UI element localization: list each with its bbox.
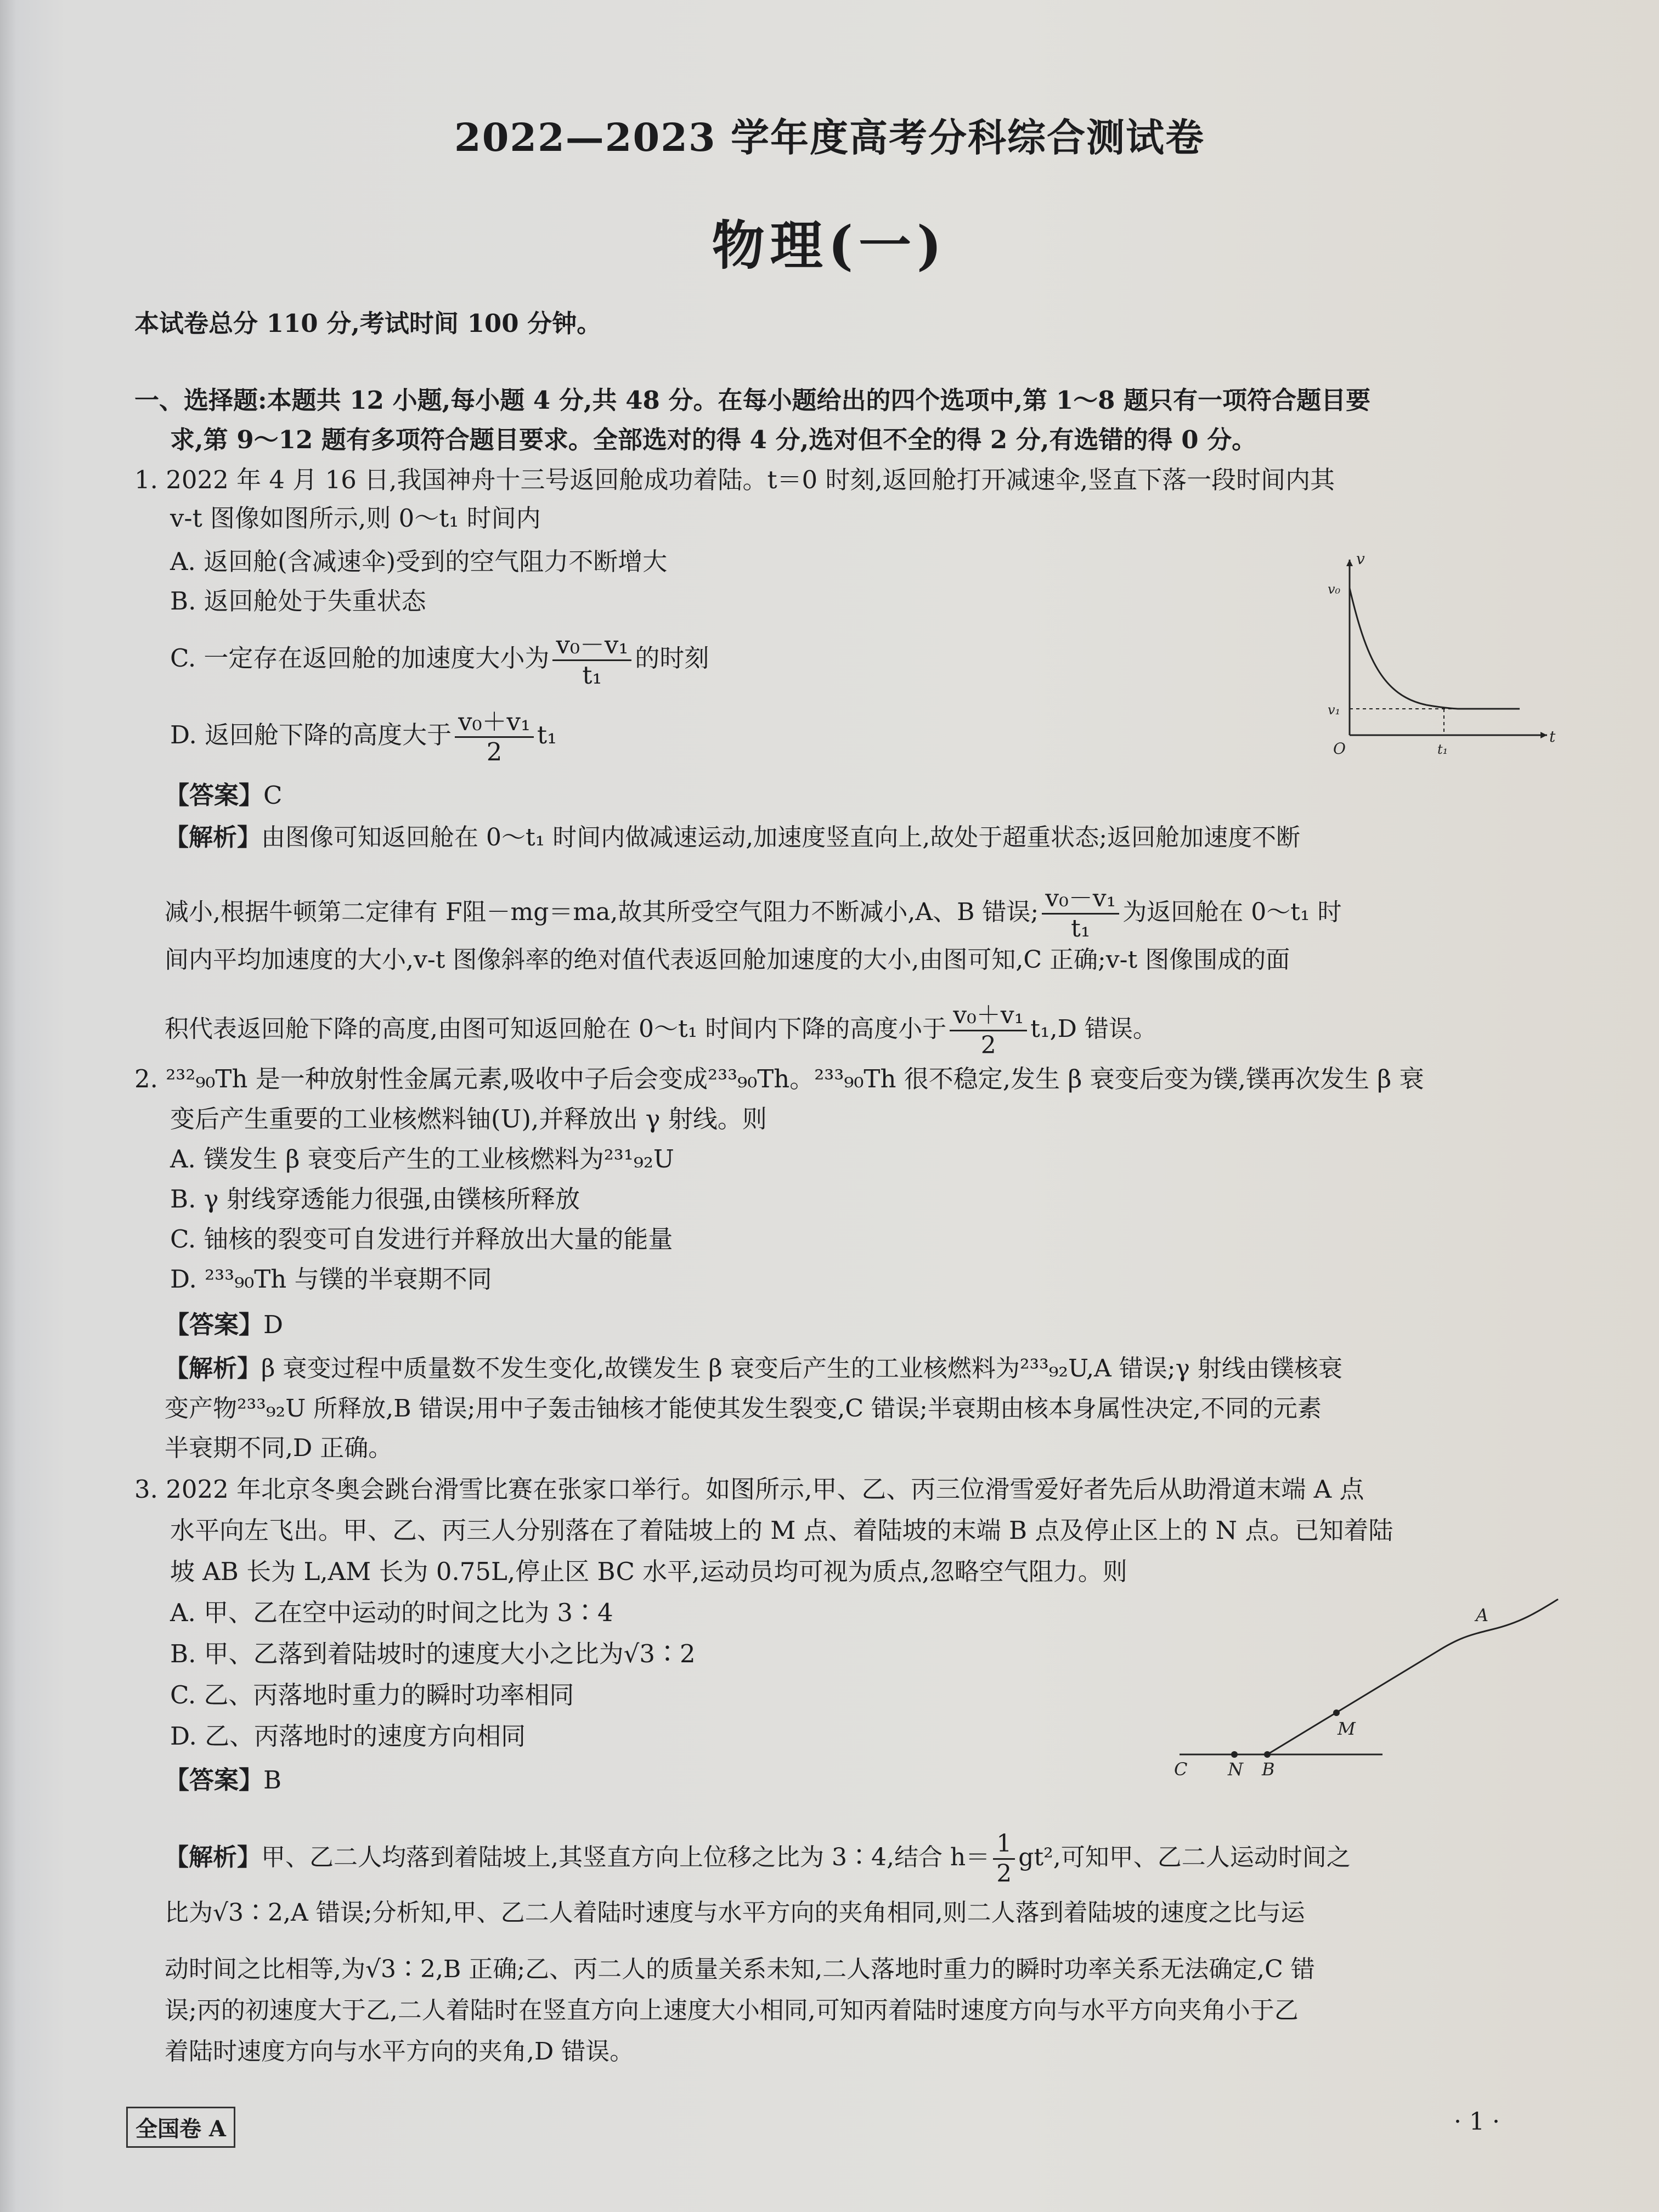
landing-slope-line bbox=[1267, 1599, 1558, 1754]
v-axis-arrow bbox=[1346, 560, 1353, 566]
q3-ski-slope-figure bbox=[1163, 1591, 1569, 1788]
q3-solution-line5: 着陆时速度方向与水平方向的夹角,D 错误。 bbox=[165, 2038, 634, 2066]
vt-curve bbox=[1350, 588, 1520, 709]
exam-intro: 本试卷总分 110 分,考试时间 100 分钟。 bbox=[134, 309, 602, 338]
label-b: B bbox=[1262, 1759, 1275, 1780]
v1-label: v₁ bbox=[1328, 702, 1341, 718]
edition-badge: 全国卷 A bbox=[126, 2107, 235, 2148]
q3-stem-line1: 3. 2022 年北京冬奥会跳台滑雪比赛在张家口举行。如图所示,甲、乙、丙三位滑雪爱好者先后从助滑道末端 A 点 bbox=[134, 1475, 1364, 1504]
q3-option-b: B. 甲、乙落到着陆坡时的速度大小之比为√3∶2 bbox=[170, 1639, 696, 1668]
q2-answer: 【答案】D bbox=[165, 1310, 284, 1339]
point-b bbox=[1264, 1751, 1271, 1758]
label-a: A bbox=[1476, 1605, 1489, 1626]
label-m: M bbox=[1338, 1718, 1356, 1739]
q3-solution-line3: 动时间之比相等,为√3∶2,B 正确;乙、丙二人的质量关系未知,二人落地时重力的瞬时功率关系无法确定,C 错 bbox=[165, 1955, 1315, 1983]
q1-solution-line2: 减小,根据牛顿第二定律有 F阻－mg＝ma,故其所受空气阻力不断减小,A、B 错误; $\frac{\text{v₀－v₁}}{\text{t₁}}$ 为返回舱在 0～t₁ 时 bbox=[165, 884, 1342, 943]
q1-option-d: D. 返回舱下降的高度大于 $\frac{\text{v₀＋v₁}}{2}$ t₁ bbox=[170, 707, 557, 766]
q1-stem-line2: v-t 图像如图所示,则 0～t₁ 时间内 bbox=[170, 504, 541, 533]
q1-option-c-fraction: $\frac{\text{v₀－v₁}}{\text{t₁}}$ bbox=[552, 631, 631, 690]
t1-label: t₁ bbox=[1437, 742, 1448, 757]
label-n: N bbox=[1228, 1759, 1243, 1780]
point-m bbox=[1333, 1709, 1340, 1716]
q3-solution-line2: 比为√3∶2,A 错误;分析知,甲、乙二人着陆时速度与水平方向的夹角相同,则二人落到着陆坡的速度之比与运 bbox=[165, 1899, 1305, 1927]
q3-stem-line3: 坡 AB 长为 L,AM 长为 0.75L,停止区 BC 水平,运动员均可视为质点,忽略空气阻力。则 bbox=[170, 1557, 1127, 1586]
q1-vt-graph bbox=[1328, 549, 1558, 757]
q2-solution-line2: 变产物²³³₉₂U 所释放,B 错误;用中子轰击铀核才能使其发生裂变,C 错误;半衰期由核本身属性决定,不同的元素 bbox=[165, 1395, 1322, 1423]
q1-solution-fraction-2: $\frac{\text{v₀＋v₁}}{2}$ bbox=[950, 1001, 1027, 1060]
q3-stem-line2: 水平向左飞出。甲、乙、丙三人分别落在了着陆坡上的 M 点、着陆坡的末端 B 点及停止区上的 N 点。已知着陆 bbox=[170, 1516, 1393, 1545]
q2-option-b: B. γ 射线穿透能力很强,由镤核所释放 bbox=[170, 1184, 580, 1214]
q1-solution-line4: 积代表返回舱下降的高度,由图可知返回舱在 0～t₁ 时间内下降的高度小于 $\frac{\text{v₀＋v₁}}{2}$ t₁,D 错误。 bbox=[165, 1001, 1157, 1059]
v-axis-label: v bbox=[1356, 550, 1365, 568]
q2-solution-line1: 【解析】β 衰变过程中质量数不发生变化,故镤发生 β 衰变后产生的工业核燃料为²³³₉₂U,A 错误;γ 射线由镤核衰 bbox=[165, 1355, 1342, 1383]
t-axis-arrow bbox=[1541, 732, 1547, 738]
q2-stem-line2: 变后产生重要的工业核燃料铀(U),并释放出 γ 射线。则 bbox=[170, 1104, 767, 1133]
point-n bbox=[1231, 1751, 1238, 1758]
q3-option-c: C. 乙、丙落地时重力的瞬时功率相同 bbox=[170, 1680, 574, 1709]
q3-option-d: D. 乙、丙落地时的速度方向相同 bbox=[170, 1722, 526, 1751]
q1-option-c: C. 一定存在返回舱的加速度大小为 $\frac{\text{v₀－v₁}}{\text{t₁}}$ 的时刻 bbox=[170, 630, 709, 690]
section-instruction-line1: 一、选择题:本题共 12 小题,每小题 4 分,共 48 分。在每小题给出的四个选项中,第 1～8 题只有一项符合题目要 bbox=[134, 386, 1371, 415]
q2-option-c: C. 铀核的裂变可自发进行并释放出大量的能量 bbox=[170, 1224, 673, 1254]
q1-solution-fraction-1: $\frac{\text{v₀－v₁}}{\text{t₁}}$ bbox=[1042, 884, 1119, 943]
q3-solution-line1: 【解析】甲、乙二人均落到着陆坡上,其竖直方向上位移之比为 3∶4,结合 h＝ $\frac{1}{2}$ gt²,可知甲、乙二人运动时间之 bbox=[165, 1830, 1351, 1888]
q1-stem-line1: 1. 2022 年 4 月 16 日,我国神舟十三号返回舱成功着陆。t＝0 时刻,返回舱打开减速伞,竖直下落一段时间内其 bbox=[134, 465, 1335, 494]
page-number: · 1 · bbox=[1454, 2108, 1500, 2136]
t-axis-label: t bbox=[1549, 727, 1556, 746]
v0-label: v₀ bbox=[1328, 582, 1341, 597]
subject-title: 物理(一) bbox=[712, 215, 947, 276]
label-c: C bbox=[1174, 1759, 1188, 1780]
q1-answer: 【答案】C bbox=[165, 781, 283, 810]
q2-option-d: D. ²³³₉₀Th 与镤的半衰期不同 bbox=[170, 1265, 492, 1294]
q1-solution-line3: 间内平均加速度的大小,v-t 图像斜率的绝对值代表返回舱加速度的大小,由图可知,C 正确;v-t 图像围成的面 bbox=[165, 946, 1290, 974]
q1-option-b: B. 返回舱处于失重状态 bbox=[170, 586, 426, 616]
q3-solution-line4: 误;丙的初速度大于乙,二人着陆时在竖直方向上速度大小相同,可知丙着陆时速度方向与水平方向夹角小于乙 bbox=[165, 1996, 1299, 2024]
q1-option-a: A. 返回舱(含减速伞)受到的空气阻力不断增大 bbox=[170, 547, 668, 576]
q3-option-a: A. 甲、乙在空中运动的时间之比为 3∶4 bbox=[170, 1598, 613, 1627]
section-instruction-line2: 求,第 9～12 题有多项符合题目要求。全部选对的得 4 分,选对但不全的得 2 分,有选错的得 0 分。 bbox=[170, 425, 1257, 454]
q2-solution-line3: 半衰期不同,D 正确。 bbox=[165, 1434, 393, 1462]
q3-answer: 【答案】B bbox=[165, 1765, 282, 1795]
q1-option-d-fraction: $\frac{\text{v₀＋v₁}}{2}$ bbox=[455, 708, 534, 766]
q3-solution-fraction: $\frac{1}{2}$ bbox=[993, 1830, 1015, 1888]
q2-option-a: A. 镤发生 β 衰变后产生的工业核燃料为²³¹₉₂U bbox=[170, 1144, 674, 1173]
origin-label: O bbox=[1333, 740, 1346, 757]
q1-solution-line1: 【解析】由图像可知返回舱在 0～t₁ 时间内做减速运动,加速度竖直向上,故处于超重状态;返回舱加速度不断 bbox=[165, 823, 1301, 851]
exam-title: 2022—2023 学年度高考分科综合测试卷 bbox=[454, 115, 1205, 160]
q2-stem-line1: 2. ²³²₉₀Th 是一种放射性金属元素,吸收中子后会变成²³³₉₀Th。²³³₉₀Th 很不稳定,发生 β 衰变后变为镤,镤再次发生 β 衰 bbox=[134, 1064, 1424, 1093]
